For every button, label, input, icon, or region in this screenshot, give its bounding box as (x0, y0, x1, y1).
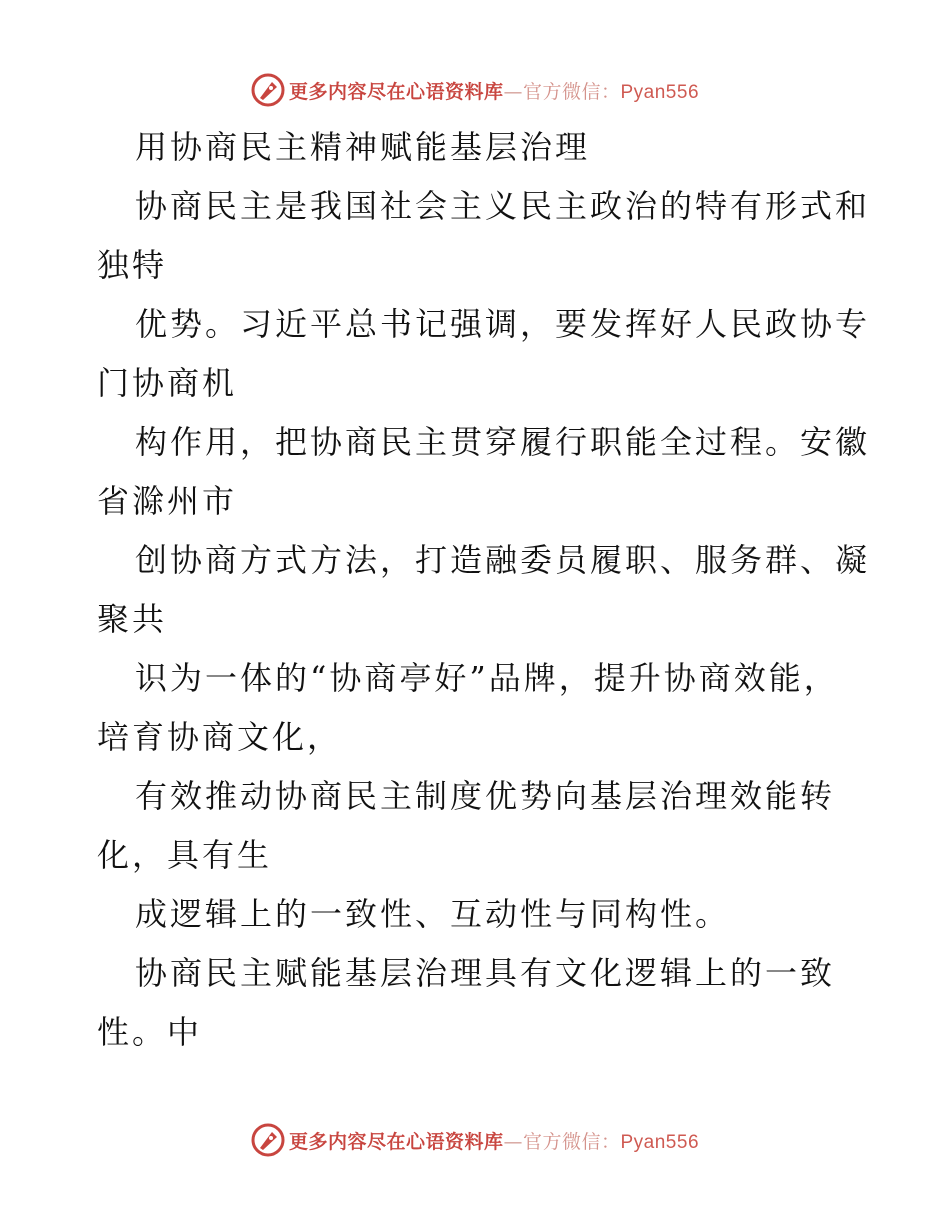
document-body (97, 118, 871, 1062)
text-line: 协商民主是我国社会主义民主政治的特有形式和 (135, 187, 871, 225)
watermark-banner-bottom (0, 1120, 950, 1160)
text-line: 培育协商文化， (97, 718, 343, 756)
pen-nib-logo-icon (251, 1123, 285, 1157)
text-line: 门协商机 (97, 364, 238, 402)
text-line: 识为一体的“协商亭好”品牌，提升协商效能， (135, 659, 839, 697)
text-line: 优势。习近平总书记强调，要发挥好人民政协专 (135, 305, 871, 343)
text-line: 成逻辑上的一致性、互动性与同构性。 (135, 895, 731, 933)
pen-nib-logo-icon (251, 73, 285, 107)
watermark-separator: — (503, 80, 523, 103)
text-line: 创协商方式方法，打造融委员履职、服务群、凝 (135, 541, 871, 579)
watermark-text (289, 1127, 699, 1154)
watermark-text (289, 77, 699, 104)
watermark-label: 官方微信： (522, 80, 621, 103)
watermark-separator: — (503, 1130, 523, 1153)
watermark-label: 官方微信： (522, 1130, 621, 1153)
text-line: 省滁州市 (97, 482, 238, 520)
watermark-wechat-id: Pyan556 (620, 81, 700, 103)
watermark-main: 更多内容尽在心语资料库 (288, 1130, 504, 1153)
text-line: 性。中 (97, 1013, 203, 1051)
text-line: 协商民主赋能基层治理具有文化逻辑上的一致 (135, 954, 836, 992)
watermark-banner-top (0, 70, 950, 110)
text-line: 构作用，把协商民主贯穿履行职能全过程。安徽 (135, 423, 871, 461)
text-line: 聚共 (97, 600, 168, 638)
watermark-main: 更多内容尽在心语资料库 (288, 80, 504, 103)
text-line: 有效推动协商民主制度优势向基层治理效能转 (135, 777, 836, 815)
text-line: 用协商民主精神赋能基层治理 (135, 128, 591, 166)
text-line: 独特 (97, 246, 168, 284)
text-line: 化，具有生 (97, 836, 273, 874)
watermark-wechat-id: Pyan556 (620, 1131, 700, 1153)
